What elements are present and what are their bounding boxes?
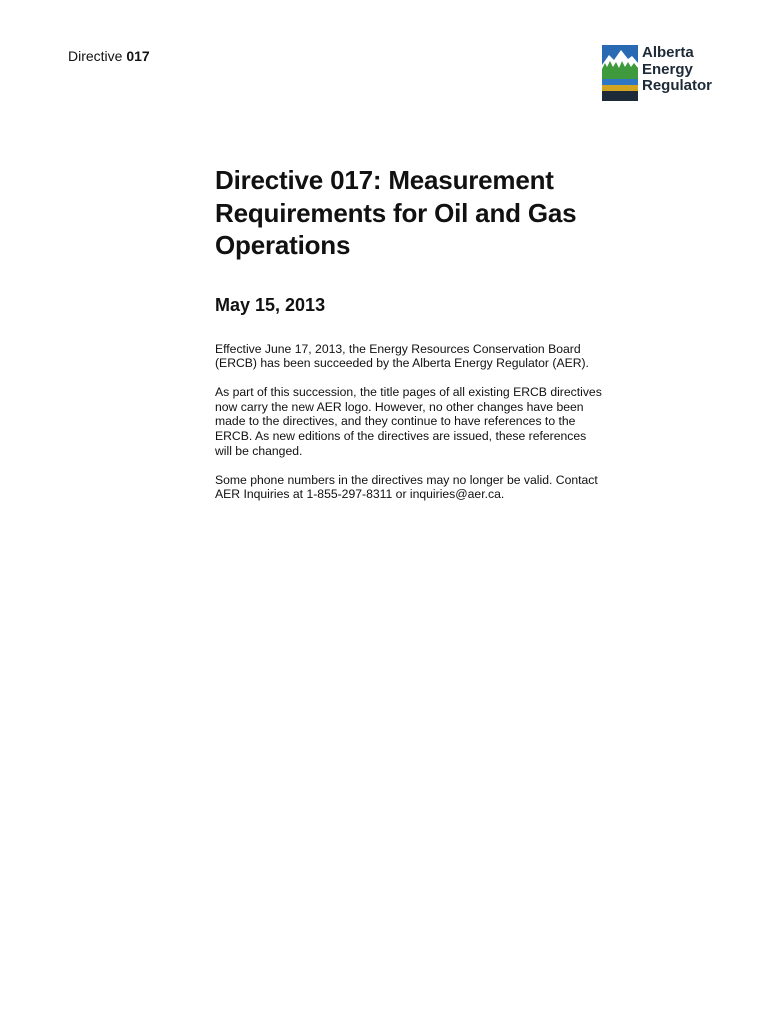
document-body bbox=[215, 164, 635, 502]
emblem-water bbox=[602, 79, 638, 85]
paragraph-succession bbox=[215, 342, 635, 371]
title-line-2: Requirements for Oil and Gas bbox=[215, 197, 577, 228]
emblem-land bbox=[602, 85, 638, 91]
paragraph2-line-1: As part of this succession, the title pages of all existing ERCB directives bbox=[215, 385, 602, 400]
paragraph-contact bbox=[215, 473, 635, 502]
running-header-prefix: Directive bbox=[68, 48, 127, 64]
paragraph2-line-3: made to the directives, and they continue to have references to the bbox=[215, 414, 576, 429]
title-line-1: Directive 017: Measurement bbox=[215, 165, 554, 195]
running-header bbox=[68, 47, 150, 65]
document-date: May 15, 2013 bbox=[215, 294, 326, 315]
logo-line-1: Alberta bbox=[642, 44, 694, 61]
title-line-3: Operations bbox=[215, 230, 351, 260]
logo-wordmark bbox=[642, 45, 712, 95]
logo-line-3: Regulator bbox=[642, 77, 713, 94]
logo-line-2: Energy bbox=[642, 60, 693, 78]
paragraph3-line-1: Some phone numbers in the directives may no longer be valid. Contact bbox=[215, 472, 598, 487]
paragraph3-line-2: AER Inquiries at 1-855-297-8311 or inquiries@aer.ca. bbox=[215, 487, 505, 502]
aer-emblem-icon bbox=[602, 45, 638, 101]
paragraph1-line-1: Effective June 17, 2013, the Energy Resources Conservation Board bbox=[215, 341, 581, 356]
paragraph1-line-2: (ERCB) has been succeeded by the Alberta Energy Regulator (AER). bbox=[215, 356, 589, 371]
paragraph2-line-4: ERCB. As new editions of the directives are issued, these references bbox=[215, 429, 587, 444]
paragraph-title-pages bbox=[215, 385, 635, 458]
running-header-number: 017 bbox=[126, 48, 150, 64]
paragraph2-line-2: now carry the new AER logo. However, no other changes have been bbox=[215, 399, 584, 414]
aer-logo bbox=[602, 45, 730, 103]
document-title bbox=[215, 164, 635, 262]
emblem-base bbox=[602, 91, 638, 101]
paragraph2-line-5: will be changed. bbox=[215, 443, 303, 458]
